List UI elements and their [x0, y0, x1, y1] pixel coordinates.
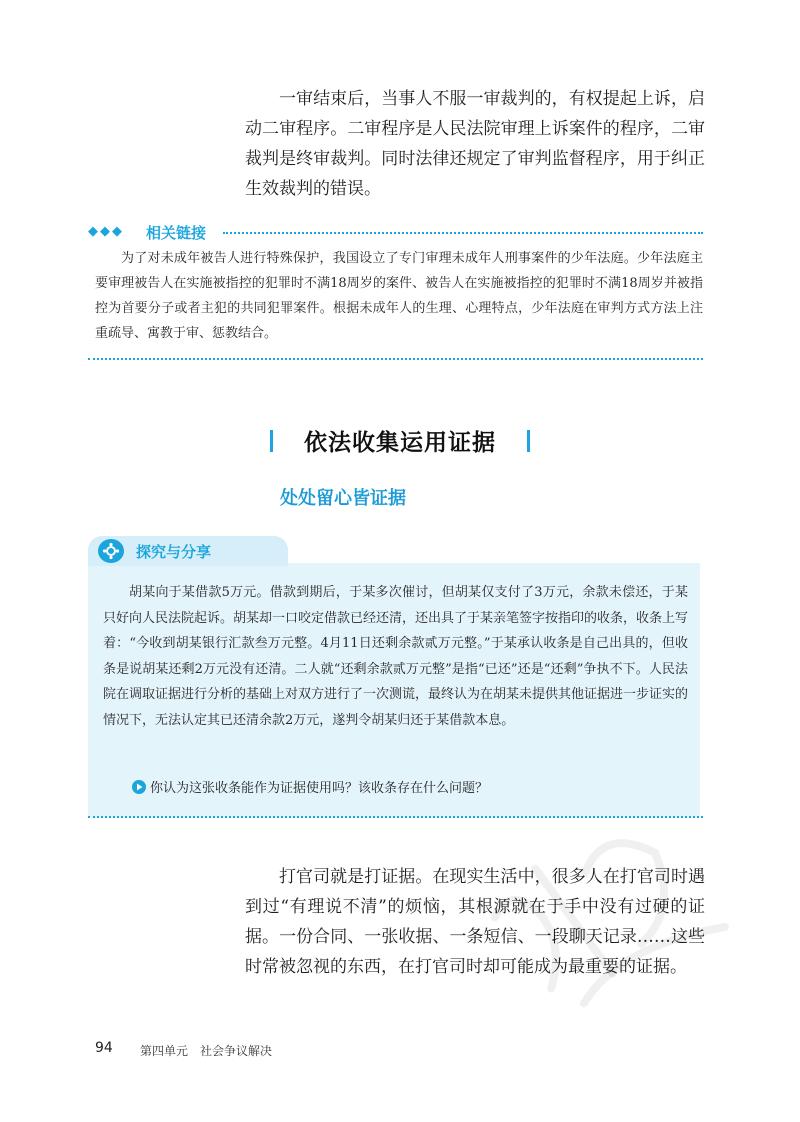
- section-heading: [0, 424, 800, 457]
- intro-paragraph: 一审结束后，当事人不服一审裁判的，有权提起上诉，启动二审程序。二审程序是人民法院审理上诉案件的程序，二审裁判是终审裁判。同时法律还规定了审判监督程序，用于纠正生效裁判的错误。: [245, 89, 705, 199]
- closing-paragraph: 打官司就是打证据。在现实生活中，很多人在打官司时遇到过“有理说不清”的烦恼，其根源就在于手中没有过硬的证据。一份合同、一张收据、一条短信、一段聊天记录……这些时常被忽视的东西，在打官司时却可能成为最重要的证据。: [245, 867, 705, 977]
- related-link-header: [88, 220, 703, 246]
- footer-unit-title: 第四单元 社会争议解决: [140, 1044, 273, 1058]
- explore-title: 探究与分享: [136, 543, 212, 561]
- related-link-bottom-divider: [88, 358, 703, 360]
- related-link-title: 相关链接: [146, 224, 207, 242]
- heading-bar-left: [270, 430, 273, 452]
- related-link-divider: [223, 232, 703, 234]
- play-arrow-icon: [132, 780, 146, 794]
- subsection-title: 处处留心皆证据: [280, 488, 406, 509]
- explore-gear-icon: [98, 539, 124, 563]
- diamond-icon: ◆◆◆: [88, 224, 124, 239]
- question-text: 你认为这张收条能作为证据使用吗？该收条存在什么问题？: [150, 781, 489, 796]
- related-link-text: 为了对未成年被告人进行特殊保护，我国设立了专门审理未成年人刑事案件的少年法庭。少年法庭主要审理被告人在实施被指控的犯罪时不满18周岁的案件、被告人在实施被指控的犯罪时不满18周岁并被指控为首要分子或者主犯的共同犯罪案件。根据未成年人的生理、心理特点，少年法庭在审判方式方法上注重疏导、寓教于审、惩教结合。: [95, 251, 703, 341]
- section-title: 依法收集运用证据: [304, 430, 496, 456]
- explore-text: 胡某向于某借款5万元。借款到期后，于某多次催讨，但胡某仅支付了3万元，余款未偿还，于某只好向人民法院起诉。胡某却一口咬定借款已经还清，还出具了于某亲笔签字按指印的收条，收条上写着：“今收到胡某银行汇款叁万元整。4月11日还剩余款贰万元整。”于某承认收条是自己出具的，但收条是说胡某还剩2万元没有还清。二人就“还剩余款贰万元整”是指“已还”还是“还剩”争执不下。人民法院在调取证据进行分析的基础上对双方进行了一次测谎，最终认为在胡某未提供其他证据进一步证实的情况下，无法认定其已还清余款2万元，遂判令胡某归还于某借款本息。: [103, 585, 689, 728]
- heading-bar-right: [527, 430, 530, 452]
- page-number: 94: [95, 1040, 113, 1056]
